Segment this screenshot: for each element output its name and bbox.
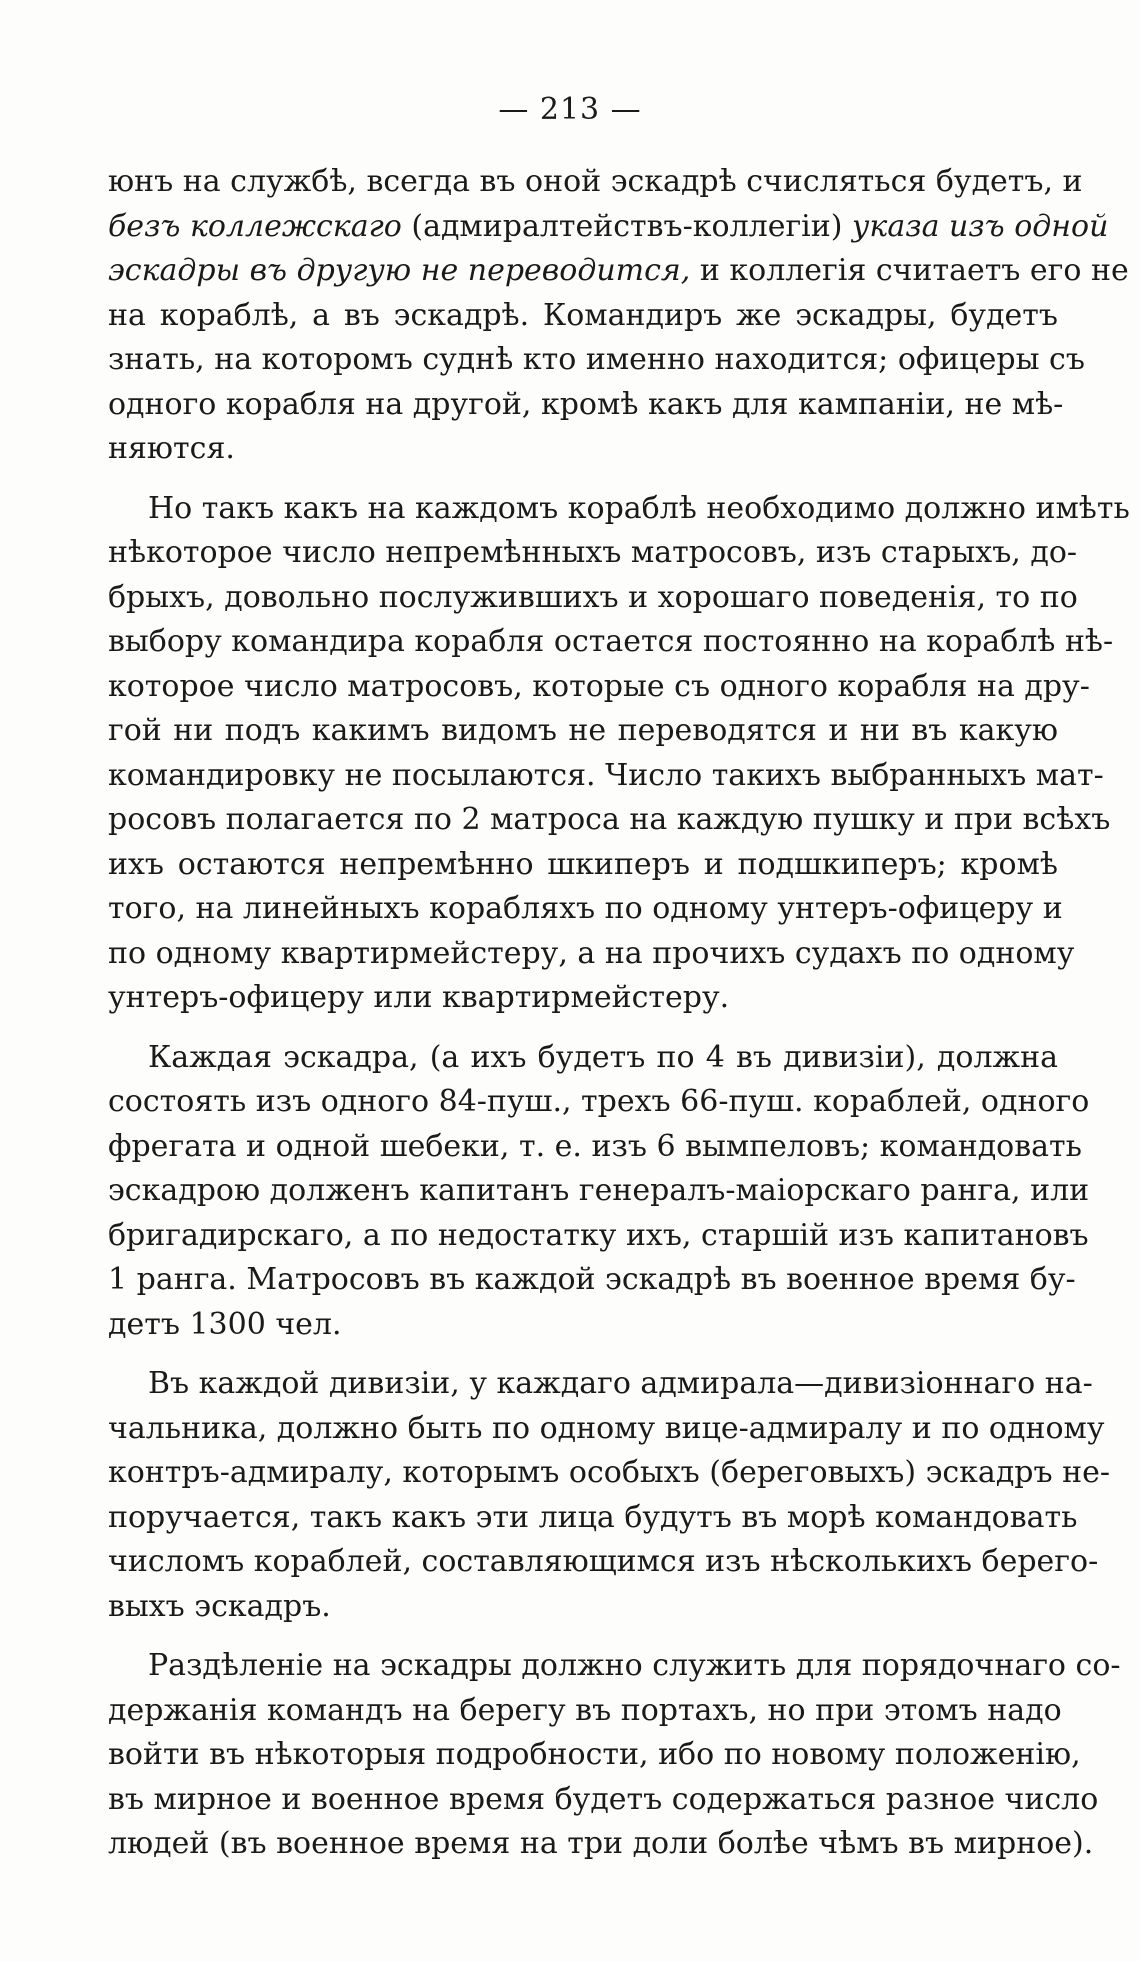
text-line	[108, 338, 1085, 383]
text-line	[108, 1689, 1062, 1734]
text-line	[108, 160, 1083, 205]
paragraph	[108, 1036, 1090, 1348]
text-line	[108, 1169, 1090, 1214]
text-span: контръ-адмиралу, которымъ особыхъ (береговыхъ) эскадръ не-	[108, 1455, 1110, 1490]
text-span: на кораблѣ, а въ эскадрѣ. Командиръ же эскадры, будетъ	[108, 297, 1058, 333]
italic-text: эскадры въ другую не переводится,	[108, 253, 691, 288]
text-span: Раздѣленіе на эскадры должно служить для порядочнаго со-	[148, 1648, 1121, 1683]
text-span: гой ни подъ какимъ видомъ не переводятся и ни въ какую	[108, 713, 1058, 748]
text-span: знать, на которомъ суднѣ кто именно находится; офицеры съ	[108, 342, 1085, 377]
text-span: брыхъ, довольно послужившихъ и хорошаго поведенія, то по	[108, 579, 1078, 615]
text-line	[108, 798, 1111, 843]
text-span: состоять изъ одного 84-пуш., трехъ 66-пуш. кораблей, одного	[108, 1084, 1090, 1119]
paragraph	[108, 1644, 1121, 1867]
text-span: выхъ эскадръ.	[108, 1588, 331, 1624]
text-span: ихъ остаются непремѣнно шкиперъ и подшкиперъ; кромѣ	[108, 846, 1058, 882]
text-span: людей (въ военное время на три доли болѣе чѣмъ въ мирное).	[108, 1826, 1094, 1861]
text-span: унтеръ-офицеру или квартирмейстеру.	[108, 980, 730, 1015]
text-line	[108, 1451, 1110, 1496]
italic-text: безъ коллежскаго	[108, 208, 402, 244]
text-span: фрегата и одной шебеки, т. е. изъ 6 вымпеловъ; командовать	[108, 1128, 1082, 1164]
text-span: которое число матросовъ, которые съ одного корабля на дру-	[108, 668, 1090, 704]
text-line	[108, 709, 1058, 754]
text-line	[108, 1585, 1058, 1630]
text-span: Но такъ какъ на каждомъ кораблѣ необходимо должно имѣть	[148, 490, 1130, 526]
text-line	[108, 1214, 1089, 1259]
text-span: въ мирное и военное время будетъ содержаться разное число	[108, 1781, 1099, 1817]
text-line	[108, 427, 1058, 472]
text-span: 1 ранга. Матросовъ въ каждой эскадрѣ въ военное время бу-	[108, 1262, 1076, 1297]
text-span: по одному квартирмейстеру, а на прочихъ судахъ по одному	[108, 935, 1075, 971]
text-line	[108, 1496, 1078, 1541]
text-span: того, на линейныхъ корабляхъ по одному унтеръ-офицеру и	[108, 891, 1063, 926]
text-span: одного корабля на другой, кромѣ какъ для кампаніи, не мѣ-	[108, 386, 1064, 422]
text-span: росовъ полагается по 2 матроса на каждую пушку и при всѣхъ	[108, 802, 1111, 837]
text-line	[108, 887, 1063, 932]
italic-text: указа изъ одной	[852, 208, 1109, 244]
text-span: держанія командъ на берегу въ портахъ, но при этомъ надо	[108, 1692, 1062, 1728]
text-line	[108, 1644, 1121, 1689]
text-span: чальника, должно быть по одному вице-адмиралу и по одному	[108, 1410, 1105, 1446]
text-line	[108, 843, 1058, 888]
text-span: няются.	[108, 431, 235, 466]
text-line	[108, 1733, 1081, 1778]
page-number: — 213 —	[498, 92, 642, 127]
text-span: нѣкоторое число непремѣнныхъ матросовъ, изъ старыхъ, до-	[108, 535, 1078, 570]
text-span: Въ каждой дивизіи, у каждаго адмирала—дивизіоннаго на-	[148, 1366, 1093, 1401]
text-line	[108, 205, 1109, 250]
text-line	[108, 1080, 1090, 1125]
text-span: юнъ на службѣ, всегда въ оной эскадрѣ счисляться будетъ, и	[108, 164, 1083, 199]
text-line	[108, 576, 1078, 621]
text-span: выбору командира корабля остается постоянно на кораблѣ нѣ-	[108, 624, 1114, 659]
text-span: числомъ кораблей, составляющимся изъ нѣсколькихъ берего-	[108, 1544, 1099, 1579]
text-line	[108, 1540, 1099, 1585]
text-line	[108, 383, 1064, 428]
text-line	[108, 1778, 1099, 1823]
text-line	[108, 754, 1104, 799]
text-span: детъ 1300 чел.	[108, 1306, 342, 1342]
text-line	[108, 1125, 1082, 1170]
text-span: (адмиралтействъ-коллегіи)	[401, 208, 852, 244]
text-line	[108, 1258, 1076, 1303]
paragraph	[108, 1362, 1110, 1629]
paragraph	[108, 487, 1130, 1021]
text-span: командировку не посылаются. Число такихъ выбранныхъ мат-	[108, 757, 1104, 793]
text-line	[108, 487, 1130, 532]
text-line	[108, 1822, 1094, 1867]
text-line	[108, 531, 1078, 576]
text-line	[108, 1407, 1105, 1452]
text-line	[108, 294, 1058, 339]
text-line	[108, 620, 1114, 665]
text-span: Каждая эскадра, (а ихъ будетъ по 4 въ дивизіи), должна	[148, 1039, 1058, 1075]
text-line	[108, 1303, 1058, 1348]
text-span: и коллегія считаетъ его не	[690, 253, 1129, 288]
text-line	[108, 932, 1075, 977]
text-line	[108, 1362, 1093, 1407]
body-text	[108, 160, 1130, 1882]
text-span: войти въ нѣкоторыя подробности, ибо по новому положенію,	[108, 1737, 1081, 1772]
text-span: эскадрою долженъ капитанъ генералъ-маіорскаго ранга, или	[108, 1173, 1090, 1208]
paragraph	[108, 160, 1129, 472]
text-line	[108, 665, 1090, 710]
text-span: бригадирскаго, а по недостатку ихъ, старшій изъ капитановъ	[108, 1217, 1089, 1253]
text-span: поручается, такъ какъ эти лица будутъ въ морѣ командовать	[108, 1499, 1078, 1535]
text-line	[108, 976, 1058, 1021]
text-line	[108, 249, 1129, 294]
text-line	[108, 1036, 1058, 1081]
